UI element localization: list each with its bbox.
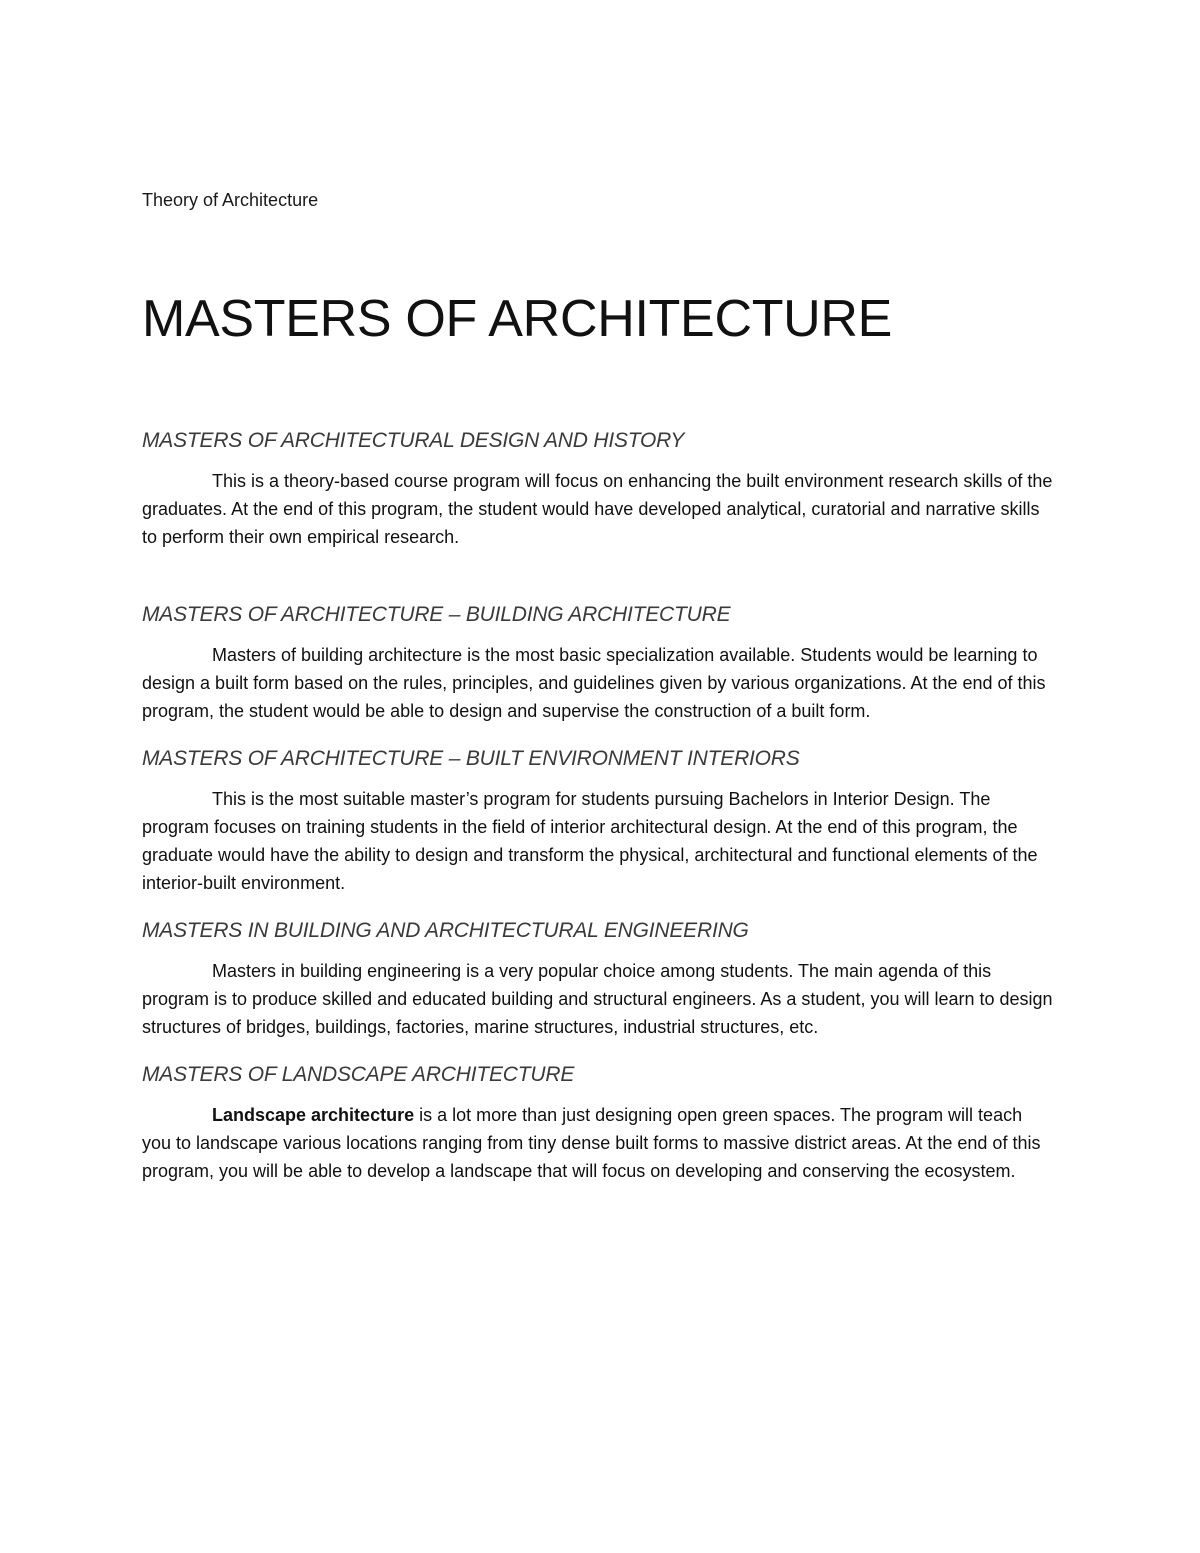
section-body (142, 1101, 1054, 1185)
section-heading: MASTERS OF LANDSCAPE ARCHITECTURE (142, 1063, 575, 1086)
section-heading: MASTERS OF ARCHITECTURE – BUILDING ARCHITECTURE (142, 603, 731, 626)
document-content (142, 187, 1054, 1185)
section-heading: MASTERS OF ARCHITECTURAL DESIGN AND HISTORY (142, 429, 685, 452)
section-body: This is the most suitable master’s program for students pursuing Bachelors in Interior Design. The program focuses on training students in the field of interior architectural design. At the end of this program, the graduate would have the ability to design and transform the physical, architectural and functional elements of the interior-built environment. (142, 789, 1038, 893)
section-built-environment-interiors (142, 745, 1054, 897)
section-body: Masters of building architecture is the most basic specialization available. Students would be learning to design a built form based on the rules, principles, and guidelines given by various organizations. At the end of this program, the student would be able to design and supervise the construction of a built form. (142, 645, 1046, 721)
section-architectural-design-history (142, 427, 1054, 551)
section-body-text: is a lot more than just designing open green spaces. The program will teach you to landscape various locations ranging from tiny dense built forms to massive district areas. At the end of this program, you will be able to develop a landscape that will focus on developing and conserving the ecosystem. (142, 1105, 1041, 1181)
document-title: MASTERS OF ARCHITECTURE (142, 290, 893, 348)
section-heading: MASTERS OF ARCHITECTURE – BUILT ENVIRONMENT INTERIORS (142, 747, 800, 770)
section-building-architectural-engineering (142, 917, 1054, 1041)
section-heading: MASTERS IN BUILDING AND ARCHITECTURAL ENGINEERING (142, 919, 749, 942)
document-subject: Theory of Architecture (142, 190, 319, 210)
bold-lead-term: Landscape architecture (212, 1105, 415, 1125)
section-building-architecture (142, 601, 1054, 725)
section-landscape-architecture (142, 1061, 1054, 1185)
section-body: Masters in building engineering is a very popular choice among students. The main agenda of this program is to produce skilled and educated building and structural engineers. As a student, you will learn to design structures of bridges, buildings, factories, marine structures, industrial structures, etc. (142, 961, 1053, 1037)
section-body: This is a theory-based course program will focus on enhancing the built environment research skills of the graduates. At the end of this program, the student would have developed analytical, curatorial and narrative skills to perform their own empirical research. (142, 471, 1053, 547)
